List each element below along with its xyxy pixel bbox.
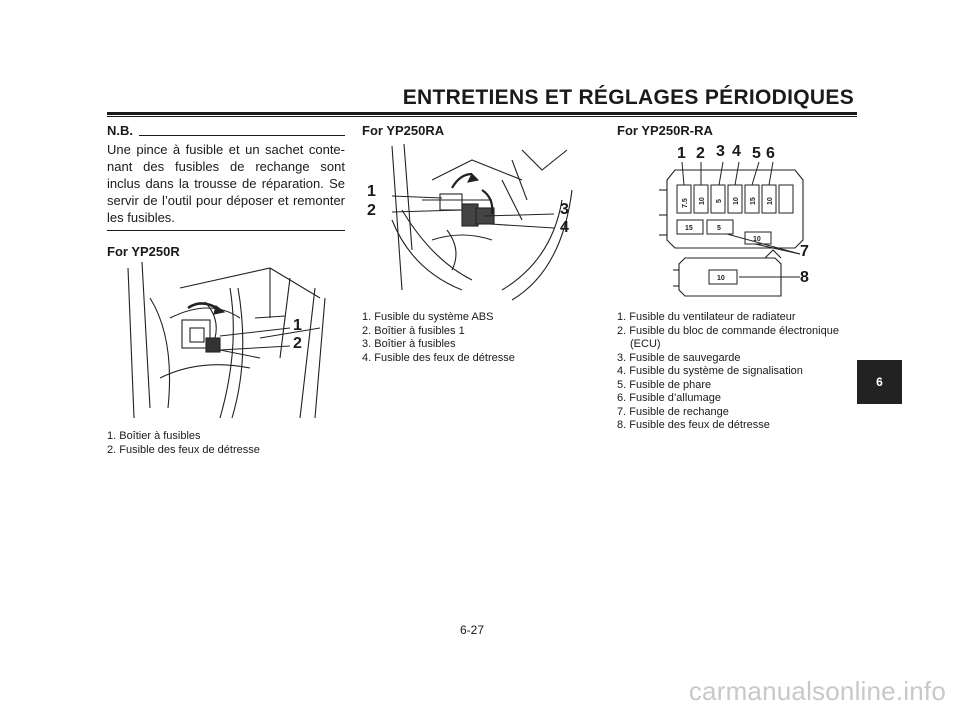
yp250r-ra-callout-7: 7 (800, 243, 809, 260)
header-rule-thin (107, 116, 857, 117)
fuse-label-15a: 15 (750, 197, 757, 205)
yp250r-ra-caption-2: 2. Fusible du bloc de commande électronique (617, 324, 839, 337)
yp250ra-illustration (372, 140, 592, 302)
yp250r-ra-callout-2: 2 (696, 145, 705, 162)
watermark: carmanualsonline.info (688, 676, 946, 706)
yp250r-ra-caption-5: 5. Fusible de phare (617, 378, 712, 391)
yp250ra-caption-4: 4. Fusible des feux de détresse (362, 351, 515, 364)
page-number: 6-27 (460, 623, 485, 637)
yp250r-ra-caption-1: 1. Fusible du ventilateur de radiateur (617, 311, 796, 323)
yp250r-captions (107, 430, 347, 457)
yp250r-callout-2: 2 (293, 335, 302, 352)
yp250r-ra-caption-3: 3. Fusible de sauvegarde (617, 351, 741, 364)
yp250r-caption-1: 1. Boîtier à fusibles (107, 430, 201, 442)
yp250ra-callout-3: 3 (560, 201, 569, 218)
yp250ra-title: For YP250RA (362, 123, 445, 138)
yp250ra-callout-1: 1 (367, 183, 376, 200)
yp250r-ra-title: For YP250R-RA (617, 123, 713, 138)
header-rule (107, 112, 857, 115)
yp250ra-caption-1: 1. Fusible du système ABS (362, 311, 494, 323)
page-header-title: ENTRETIENS ET RÉGLAGES PÉRIODIQUES (402, 86, 854, 109)
fuse-label-7-5: 7.5 (682, 198, 689, 208)
yp250r-title: For YP250R (107, 244, 180, 259)
fuse-label-5b: 5 (717, 225, 721, 232)
note-label-row (107, 123, 345, 139)
fuse-label-15b: 15 (685, 225, 693, 232)
fuse-label-10c: 10 (767, 197, 774, 205)
yp250ra-callout-2: 2 (367, 202, 376, 219)
yp250ra-caption-2: 2. Boîtier à fusibles 1 (362, 324, 465, 337)
yp250r-caption-2: 2. Fusible des feux de détresse (107, 443, 260, 456)
fuse-label-10a: 10 (699, 197, 706, 205)
yp250r-ra-caption-7: 7. Fusible de rechange (617, 405, 729, 418)
note-text: Une pince à fusible et un sachet conte-nant des fusibles de rechange sont inclus dans la trousse de réparation. Se servir de l’outil pour déposer et remonter les fusibles. (107, 142, 345, 225)
column-left (107, 123, 345, 231)
yp250r-ra-caption-4: 4. Fusible du système de signalisation (617, 365, 803, 377)
yp250r-ra-callout-4: 4 (732, 143, 741, 160)
yp250r-ra-callout-5: 5 (752, 145, 761, 162)
yp250r-ra-callout-1: 1 (677, 145, 686, 162)
fuse-label-10d: 10 (753, 236, 761, 243)
chapter-tab: 6 (857, 360, 902, 404)
yp250ra-callout-4: 4 (560, 219, 569, 236)
yp250ra-captions (362, 311, 602, 365)
yp250r-callout-1: 1 (293, 317, 302, 334)
yp250r-ra-caption-6: 6. Fusible d’allumage (617, 392, 721, 404)
fuse-label-10e: 10 (717, 275, 725, 282)
yp250r-ra-callout-8: 8 (800, 269, 809, 286)
yp250r-ra-callout-3: 3 (716, 143, 725, 160)
yp250r-ra-captions (617, 311, 857, 433)
note-label-rule (139, 135, 345, 136)
yp250r-illustration (120, 258, 340, 424)
note-label: N.B. (107, 123, 133, 138)
yp250r-ra-caption-8: 8. Fusible des feux de détresse (617, 419, 770, 431)
fuse-label-5a: 5 (716, 199, 723, 203)
yp250r-ra-caption-2-cont: (ECU) (630, 338, 661, 350)
yp250r-ra-callout-6: 6 (766, 145, 775, 162)
yp250ra-caption-3: 3. Boîtier à fusibles (362, 338, 456, 350)
note-end-rule (107, 230, 345, 231)
fuse-label-10b: 10 (733, 197, 740, 205)
